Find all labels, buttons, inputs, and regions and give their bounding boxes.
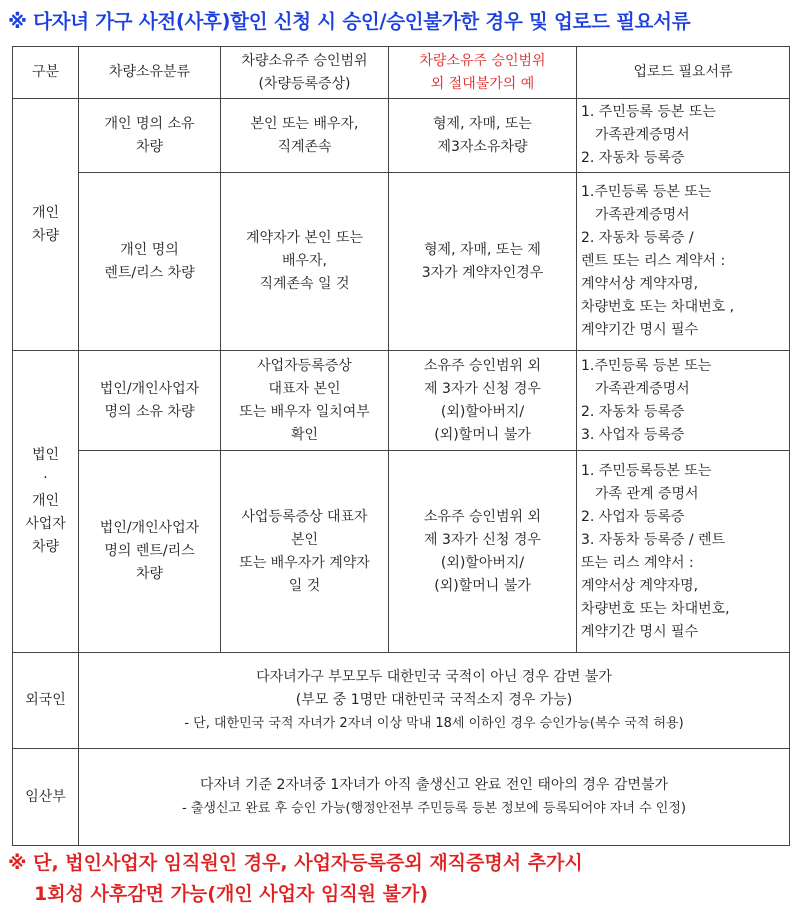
footnote-line: 1회성 사후감면 가능(개인 사업자 임직원 불가) <box>34 883 429 905</box>
cell-text: 본인 또는 배우자, <box>250 115 359 132</box>
cell-text: 법인/개인사업자 <box>99 520 200 536</box>
denied-example-cell <box>389 173 577 351</box>
doc-item: 가족관계증명서 <box>595 127 690 143</box>
table-row <box>13 173 790 351</box>
cell-text: 직계존속 일 것 <box>259 276 350 292</box>
cell-text: 직계존속 <box>277 138 332 155</box>
cell-text: 배우자, <box>281 253 328 269</box>
cell-text: 3자가 계약자인경우 <box>421 264 544 281</box>
header-text: 차량소유주 승인범위 <box>419 52 546 69</box>
doc-item: 가족관계증명서 <box>595 207 690 223</box>
cell-text: 본인 <box>290 531 319 548</box>
header-category: 구분 <box>13 47 79 99</box>
cell-text: 다자녀 기준 2자녀중 1자녀가 아직 출생신고 완료 전인 태아의 경우 감면불가 <box>199 777 669 793</box>
pregnant-label: 임산부 <box>13 749 79 846</box>
denied-example-cell <box>389 351 577 451</box>
cell-text: (외)할머니 불가 <box>434 577 531 594</box>
cell-text: (외)할머니 불가 <box>434 426 531 443</box>
doc-item: 또는 리스 계약서 : <box>581 554 694 571</box>
denied-example-cell <box>389 451 577 653</box>
header-text: 외 절대불가의 예 <box>430 75 535 92</box>
cell-text: 소유주 승인범위 외 <box>423 508 542 525</box>
table-row <box>13 351 790 451</box>
cell-text: 제 3자가 신청 경우 <box>424 380 541 397</box>
cell-text: 또는 배우자가 계약자 <box>239 554 370 571</box>
header-required-docs: 업로드 필요서류 <box>577 47 790 99</box>
table-row <box>13 451 790 653</box>
ownership-type-cell <box>79 99 221 173</box>
table-row-pregnant <box>13 749 790 846</box>
cell-text: 확인 <box>290 426 319 443</box>
doc-item: 3. 자동차 등록증 / 렌트 <box>581 531 726 548</box>
cell-text: 법인/개인사업자 <box>99 380 200 397</box>
cell-text: - 출생신고 완료 후 승인 가능(행정안전부 주민등록 등본 정보에 등록되어야 자녀 수 인정) <box>182 801 686 816</box>
doc-item: 계약서상 계약자명, <box>581 276 699 292</box>
cell-text: 명의 소유 차량 <box>104 403 195 420</box>
group-label: 개인 <box>31 204 60 221</box>
ownership-type-cell <box>79 173 221 351</box>
doc-item: 계약서상 계약자명, <box>581 577 699 594</box>
cell-text: - 단, 대한민국 국적 자녀가 2자녀 이상 막내 18세 이하인 경우 승인가능(복수 국적 허용) <box>184 716 684 731</box>
required-docs-cell <box>577 173 790 351</box>
cell-text: (외)할아버지/ <box>440 554 525 571</box>
group-business-vehicle <box>13 351 79 653</box>
pregnant-content <box>79 749 790 846</box>
doc-item: 2. 사업자 등록증 <box>581 508 685 525</box>
cell-text: 제3자소유차량 <box>437 138 528 155</box>
cell-text: 다자녀가구 부모모두 대한민국 국적이 아닌 경우 감면 불가 <box>256 669 612 685</box>
doc-item: 계약기간 명시 필수 <box>581 623 699 640</box>
denied-example-cell <box>389 99 577 173</box>
doc-item: 1.주민등록 등본 또는 <box>581 357 712 374</box>
header-row <box>13 47 790 99</box>
cell-text: 차량 <box>135 138 164 155</box>
footnote <box>8 848 798 910</box>
doc-item: 계약기간 명시 필수 <box>581 322 699 338</box>
header-text: (차량등록증상) <box>258 75 351 92</box>
approved-range-cell <box>221 173 389 351</box>
group-label: 차량 <box>31 227 60 244</box>
doc-item: 1. 주민등록 등본 또는 <box>581 104 716 120</box>
cell-text: 또는 배우자 일치여부 <box>239 403 370 420</box>
cell-text: 사업등록증상 대표자 <box>241 508 368 525</box>
foreigner-label: 외국인 <box>13 653 79 749</box>
group-personal-vehicle <box>13 99 79 351</box>
foreigner-content <box>79 653 790 749</box>
doc-item: 차량번호 또는 차대번호, <box>581 600 730 617</box>
cell-text: 명의 렌트/리스 <box>104 543 195 559</box>
cell-text: 형제, 자매, 또는 <box>433 115 532 132</box>
doc-item: 2. 자동차 등록증 / <box>581 230 694 246</box>
required-docs-cell <box>577 351 790 451</box>
cell-text: 제 3자가 신청 경우 <box>424 531 541 548</box>
header-denied-examples <box>389 47 577 99</box>
doc-item: 1. 주민등록등본 또는 <box>581 462 712 479</box>
cell-text: 소유주 승인범위 외 <box>423 357 542 374</box>
cell-text: 형제, 자매, 또는 제 <box>424 241 541 258</box>
cell-text: 대표자 본인 <box>268 380 341 397</box>
group-label: 법인 <box>31 447 60 463</box>
group-label: 개인 <box>31 493 60 509</box>
doc-item: 1.주민등록 등본 또는 <box>581 184 712 200</box>
table-row-foreigner <box>13 653 790 749</box>
cell-text: 계약자가 본인 또는 <box>245 230 364 246</box>
cell-text: (외)할아버지/ <box>440 403 525 420</box>
cell-text: 일 것 <box>288 577 321 594</box>
doc-item: 차량번호 또는 차대번호 , <box>581 299 735 315</box>
table-row <box>13 99 790 173</box>
doc-item: 2. 자동차 등록증 <box>581 403 685 420</box>
group-label: 사업자 <box>25 516 66 532</box>
group-label: · <box>43 470 48 486</box>
cell-text: 개인 명의 <box>120 241 179 258</box>
header-approved-range <box>221 47 389 99</box>
doc-item: 2. 자동차 등록증 <box>581 150 685 166</box>
doc-item: 가족 관계 증명서 <box>595 485 699 502</box>
ownership-type-cell <box>79 451 221 653</box>
cell-text: (부모 중 1명만 대한민국 국적소지 경우 가능) <box>295 692 573 708</box>
ownership-type-cell <box>79 351 221 451</box>
doc-item: 렌트 또는 리스 계약서 : <box>581 253 726 269</box>
required-docs-cell <box>577 451 790 653</box>
cell-text: 개인 명의 소유 <box>104 115 195 132</box>
approved-range-cell <box>221 99 389 173</box>
cell-text: 사업자등록증상 <box>257 357 352 374</box>
header-ownership-type: 차량소유분류 <box>79 47 221 99</box>
doc-item: 3. 사업자 등록증 <box>581 426 685 443</box>
doc-item: 가족관계증명서 <box>595 380 690 397</box>
approved-range-cell <box>221 351 389 451</box>
group-label: 차량 <box>31 539 60 555</box>
cell-text: 차량 <box>135 566 164 582</box>
discount-table <box>12 46 790 846</box>
header-text: 차량소유주 승인범위 <box>241 52 368 69</box>
required-docs-cell <box>577 99 790 173</box>
cell-text: 렌트/리스 차량 <box>104 264 195 281</box>
approved-range-cell <box>221 451 389 653</box>
page-title: ※ 다자녀 가구 사전(사후)할인 신청 시 승인/승인불가한 경우 및 업로드 필요서류 <box>8 10 691 33</box>
footnote-line: ※ 단, 법인사업자 임직원인 경우, 사업자등록증외 재직증명서 추가시 <box>8 852 583 874</box>
